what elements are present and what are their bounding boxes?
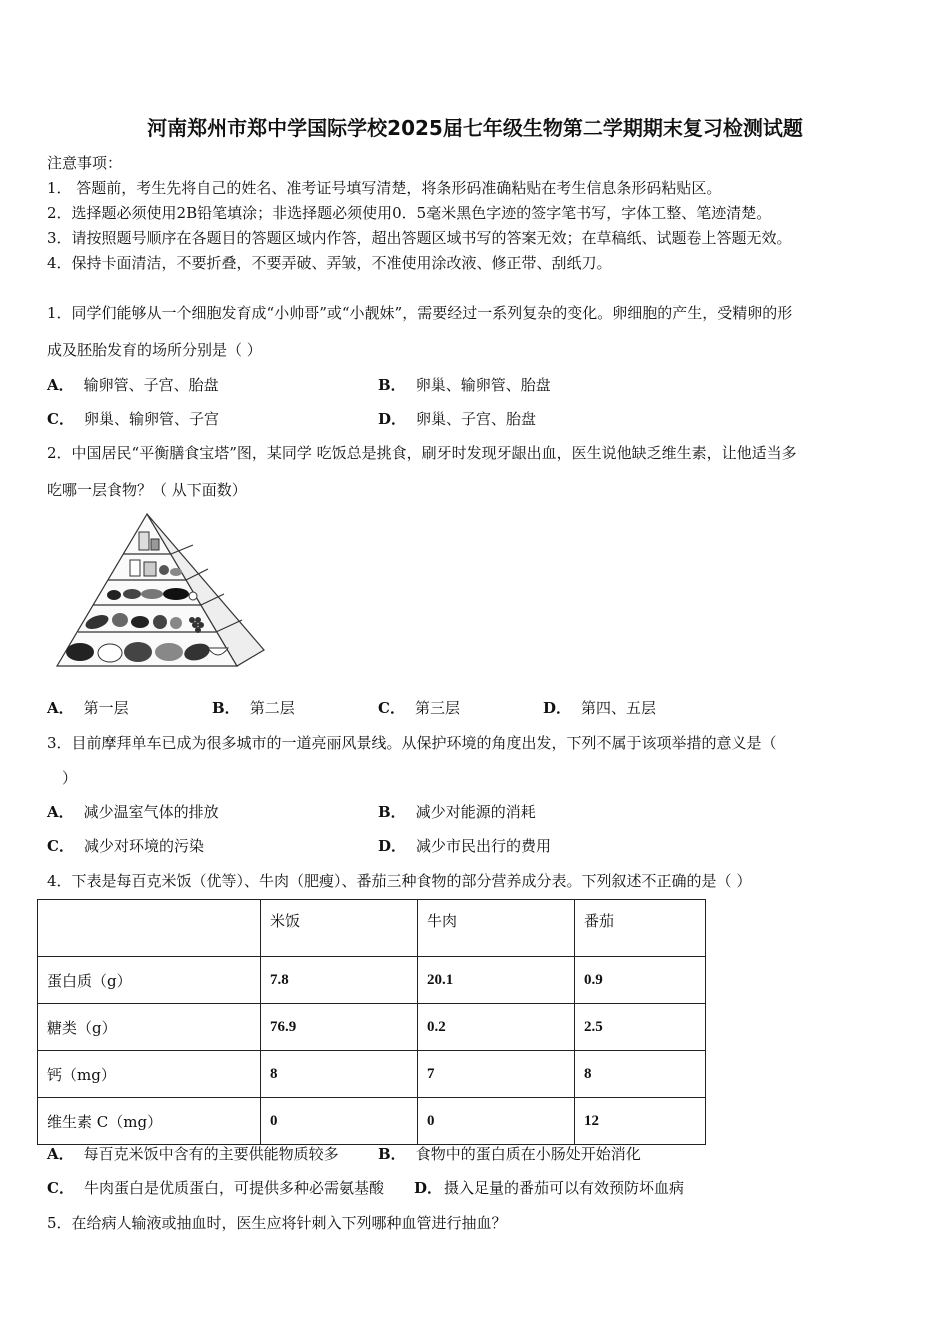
q1-stem-line1: 1．同学们能够从一个细胞发育成“小帅哥”或“小靓妹”，需要经过一系列复杂的变化。卵细胞的产生，受精卵的形 (47, 304, 793, 322)
option-label: B． (378, 1145, 406, 1163)
q2-option-a (47, 697, 129, 718)
exam-title: 河南郑州市郑中学国际学校2025届七年级生物第二学期期末复习检测试题 (147, 116, 803, 140)
table-cell: 7 (418, 1051, 575, 1098)
table-cell: 76.9 (261, 1004, 418, 1051)
food-pyramid-illustration (52, 512, 267, 672)
q4-stem: 4．下表是每百克米饭（优等）、牛肉（肥瘦）、番茄三种食物的部分营养成分表。下列叙述不正确的是（ ） (47, 872, 752, 890)
q3-option-c (47, 835, 204, 856)
option-text: 第二层 (249, 699, 295, 717)
q4-option-c (47, 1177, 384, 1198)
option-label: D． (378, 410, 407, 428)
option-label: A． (47, 699, 74, 717)
option-label: D． (414, 1179, 443, 1197)
table-cell: 0.2 (418, 1004, 575, 1051)
q1-option-c (47, 408, 219, 429)
option-label: A． (47, 376, 74, 394)
option-text: 卵巢、输卵管、子宫 (83, 410, 219, 428)
table-cell: 2.5 (575, 1004, 706, 1051)
table-row (38, 1051, 706, 1098)
option-text: 牛肉蛋白是优质蛋白，可提供多种必需氨基酸 (83, 1179, 384, 1197)
nutrition-table (37, 899, 706, 1145)
table-cell: 维生素 C（mg） (38, 1098, 261, 1145)
notice-item: 2．选择题必须使用2B铅笔填涂；非选择题必须使用0．5毫米黑色字迹的签字笔书写，字体工整、笔迹清楚。 (47, 204, 772, 222)
option-label: C． (378, 699, 405, 717)
table-header-cell: 番茄 (575, 900, 706, 957)
option-label: C． (47, 837, 74, 855)
table-cell: 钙（mg） (38, 1051, 261, 1098)
option-label: C． (47, 410, 74, 428)
q1-stem-line2: 成及胚胎发育的场所分别是（ ） (47, 341, 262, 359)
table-cell: 蛋白质（g） (38, 957, 261, 1004)
q2-stem-line1: 2．中国居民“平衡膳食宝塔”图，某同学 吃饭总是挑食，刷牙时发现牙龈出血，医生说他缺乏维生素，让他适当多 (47, 444, 797, 462)
table-cell: 7.8 (261, 957, 418, 1004)
option-label: B． (378, 803, 406, 821)
q2-option-b (212, 697, 295, 718)
notice-heading: 注意事项： (47, 154, 123, 172)
notice-item: 1． 答题前，考生先将自己的姓名、准考证号填写清楚，将条形码准确粘贴在考生信息条形码粘贴区。 (47, 179, 722, 197)
q2-stem-line2: 吃哪一层食物？（ 从下面数） (47, 481, 247, 499)
option-label: B． (378, 376, 406, 394)
table-header-cell: 米饭 (261, 900, 418, 957)
table-row (38, 1004, 706, 1051)
notice-item: 3．请按照题号顺序在各题目的答题区域内作答，超出答题区域书写的答案无效；在草稿纸、试题卷上答题无效。 (47, 229, 792, 247)
table-cell: 0 (261, 1098, 418, 1145)
option-label: D． (543, 699, 572, 717)
option-label: C． (47, 1179, 74, 1197)
table-header-cell: 牛肉 (418, 900, 575, 957)
q5-stem: 5．在给病人输液或抽血时，医生应将针刺入下列哪种血管进行抽血？ (47, 1214, 507, 1232)
table-cell: 20.1 (418, 957, 575, 1004)
q3-option-b (378, 801, 536, 822)
q1-option-d (378, 408, 536, 429)
q2-option-c (378, 697, 460, 718)
table-cell: 12 (575, 1098, 706, 1145)
option-text: 卵巢、子宫、胎盘 (416, 410, 537, 428)
table-cell: 8 (575, 1051, 706, 1098)
option-text: 减少对环境的污染 (83, 837, 204, 855)
option-text: 第一层 (83, 699, 129, 717)
option-label: A． (47, 1145, 74, 1163)
option-text: 输卵管、子宫、胎盘 (83, 376, 219, 394)
option-text: 摄入足量的番茄可以有效预防坏血病 (444, 1179, 685, 1197)
q3-option-d (378, 835, 551, 856)
option-text: 第三层 (414, 699, 460, 717)
q2-option-d (543, 697, 656, 718)
q1-option-a (47, 374, 219, 395)
q3-stem-line1: 3．目前摩拜单车已成为很多城市的一道亮丽风景线。从保护环境的角度出发，下列不属于该项举措的意义是（ (47, 734, 777, 752)
table-cell: 8 (261, 1051, 418, 1098)
option-label: D． (378, 837, 407, 855)
table-header-row (38, 900, 706, 957)
q1-option-b (378, 374, 551, 395)
option-label: B． (212, 699, 240, 717)
table-header-cell (38, 900, 261, 957)
notice-item: 4．保持卡面清洁，不要折叠，不要弄破、弄皱，不准使用涂改液、修正带、刮纸刀。 (47, 254, 612, 272)
option-text: 减少市民出行的费用 (416, 837, 552, 855)
q3-stem-line2: ） (62, 769, 78, 787)
q4-option-b (378, 1143, 641, 1164)
q4-option-d (414, 1177, 684, 1198)
option-label: A． (47, 803, 74, 821)
option-text: 卵巢、输卵管、胎盘 (415, 376, 551, 394)
table-cell: 糖类（g） (38, 1004, 261, 1051)
table-cell: 0.9 (575, 957, 706, 1004)
q3-option-a (47, 801, 219, 822)
table-row (38, 1098, 706, 1145)
option-text: 食物中的蛋白质在小肠处开始消化 (415, 1145, 641, 1163)
q4-option-a (47, 1143, 339, 1164)
option-text: 减少温室气体的排放 (83, 803, 219, 821)
option-text: 每百克米饭中含有的主要供能物质较多 (83, 1145, 339, 1163)
table-row (38, 957, 706, 1004)
table-cell: 0 (418, 1098, 575, 1145)
option-text: 第四、五层 (581, 699, 657, 717)
option-text: 减少对能源的消耗 (415, 803, 536, 821)
